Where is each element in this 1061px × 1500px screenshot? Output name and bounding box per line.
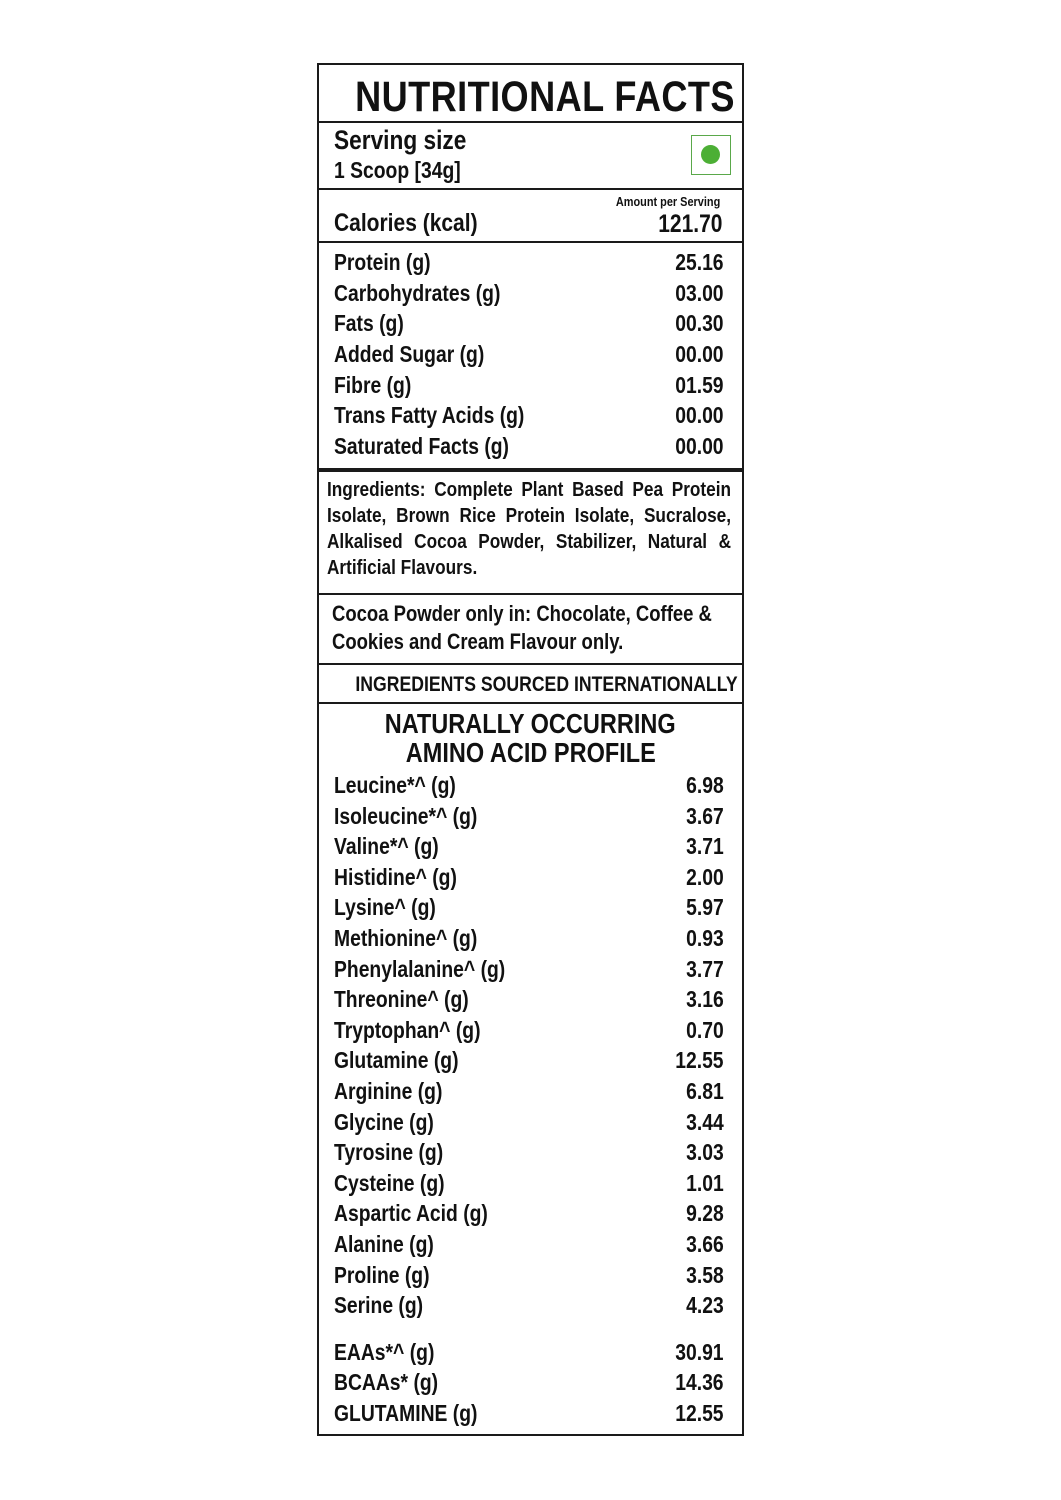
calories-label: Calories (kcal) [334, 209, 478, 237]
divider [319, 663, 742, 665]
cocoa-note: Cocoa Powder only in: Chocolate, Coffee & Cookies and Cream Flavour only. [332, 601, 712, 654]
amino-acid-row: Aspartic Acid (g) 9.28 [334, 1200, 724, 1226]
serving-size-label: Serving size [334, 125, 467, 155]
nutrient-row: Saturated Facts (g) 00.00 [334, 433, 724, 459]
amino-acid-row: Histidine^ (g) 2.00 [334, 864, 724, 890]
amino-acid-row: Methionine^ (g) 0.93 [334, 925, 724, 951]
amino-total-row: EAAs*^ (g) 30.91 [334, 1339, 724, 1365]
amino-acid-row: Leucine*^ (g) 6.98 [334, 772, 724, 798]
amino-acid-row: Proline (g) 3.58 [334, 1262, 724, 1288]
amino-acid-row: Glutamine (g) 12.55 [334, 1047, 724, 1073]
serving-size-value: 1 Scoop [34g] [334, 157, 461, 183]
label-title: NUTRITIONAL FACTS [355, 73, 735, 121]
nutrition-label [317, 63, 744, 1436]
divider [319, 702, 742, 704]
amino-acid-row: Tyrosine (g) 3.03 [334, 1139, 724, 1165]
amino-acid-row: Isoleucine*^ (g) 3.67 [334, 803, 724, 829]
nutrient-row: Added Sugar (g) 00.00 [334, 341, 724, 367]
divider [319, 188, 742, 190]
amino-acid-row: Serine (g) 4.23 [334, 1292, 724, 1318]
amino-acid-row: Alanine (g) 3.66 [334, 1231, 724, 1257]
nutrient-row: Protein (g) 25.16 [334, 249, 724, 275]
nutrient-row: Fats (g) 00.30 [334, 310, 724, 336]
amino-acid-row: Arginine (g) 6.81 [334, 1078, 724, 1104]
amino-acid-row: Lysine^ (g) 5.97 [334, 894, 724, 920]
amino-heading-line2: AMINO ACID PROFILE [405, 737, 656, 768]
calories-value: 121.70 [657, 210, 722, 238]
thick-divider [319, 468, 742, 472]
amount-per-serving-label: Amount per Serving [615, 194, 720, 209]
nutrient-row: Trans Fatty Acids (g) 00.00 [334, 402, 724, 428]
amino-heading-line1: NATURALLY OCCURRING [385, 708, 676, 739]
amino-total-row: GLUTAMINE (g) 12.55 [334, 1400, 724, 1426]
amino-acid-row: Tryptophan^ (g) 0.70 [334, 1017, 724, 1043]
nutrient-row: Fibre (g) 01.59 [334, 372, 724, 398]
amino-acid-row: Glycine (g) 3.44 [334, 1109, 724, 1135]
amino-acid-row: Cysteine (g) 1.01 [334, 1170, 724, 1196]
sourcing-note: INGREDIENTS SOURCED INTERNATIONALLY [355, 673, 738, 696]
amino-acid-row: Threonine^ (g) 3.16 [334, 986, 724, 1012]
amino-total-row: BCAAs* (g) 14.36 [334, 1369, 724, 1395]
amino-acid-row: Valine*^ (g) 3.71 [334, 833, 724, 859]
ingredients-text: Ingredients: Complete Plant Based Pea Protein Isolate, Brown Rice Protein Isolate, Sucralose, Alkalised Cocoa Powder, Stabilizer, Natural & Artificial Flavours. [327, 478, 732, 579]
nutrient-row: Carbohydrates (g) 03.00 [334, 280, 724, 306]
amino-acid-row: Phenylalanine^ (g) 3.77 [334, 956, 724, 982]
divider [319, 241, 742, 243]
veg-symbol-icon [691, 135, 731, 175]
divider [319, 593, 742, 595]
